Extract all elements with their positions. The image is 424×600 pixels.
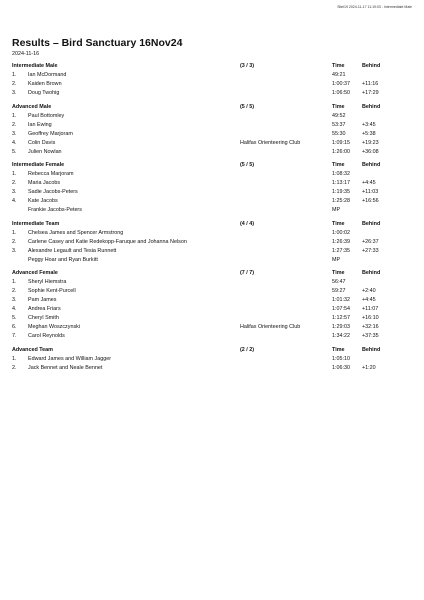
behind-column-header: Behind — [362, 270, 381, 276]
result-position: 2. — [12, 288, 17, 294]
result-row — [12, 287, 387, 296]
result-time: 56:47 — [332, 279, 346, 285]
category-section — [12, 161, 387, 215]
category-count: (3 / 3) — [240, 63, 255, 69]
category-section — [12, 103, 387, 157]
result-position: 3. — [12, 297, 17, 303]
time-column-header: Time — [332, 270, 345, 276]
competitor-club: Halifax Orienteering Club — [240, 139, 301, 146]
competitor-name: Cheryl Smith — [28, 315, 59, 321]
result-time: 1:07:54 — [332, 306, 350, 312]
category-section — [12, 346, 387, 373]
category-count: (5 / 5) — [240, 103, 255, 110]
competitor-name: Alexandre Legault and Tesia Runnett — [28, 247, 117, 254]
result-time: 49:21 — [332, 72, 346, 78]
competitor-name: Ian Ewing — [28, 121, 52, 128]
result-row — [12, 364, 387, 373]
result-position: 3. — [12, 189, 17, 195]
category-count: (7 / 7) — [240, 270, 255, 276]
competitor-name: Colin Davis — [28, 139, 56, 146]
time-behind: +11:03 — [362, 189, 379, 195]
time-behind: +36:08 — [362, 148, 379, 155]
result-row — [12, 314, 387, 323]
result-row — [12, 148, 387, 157]
competitor-name: Sheryl Hiemstra — [28, 279, 67, 285]
competitor-name: Pam James — [28, 297, 57, 303]
result-time: 1:00:02 — [332, 229, 350, 236]
competitor-name: Ian McDormand — [28, 72, 67, 78]
result-position: 1. — [12, 279, 17, 285]
result-position: 2. — [12, 121, 17, 128]
event-date: 2024-11-16 — [12, 51, 40, 57]
competitor-name: Frankie Jacobs-Peters — [28, 207, 82, 213]
time-behind: +4:45 — [362, 297, 376, 303]
behind-column-header: Behind — [362, 346, 381, 353]
result-time: 1:13:17 — [332, 180, 350, 186]
time-behind: +11:07 — [362, 306, 379, 312]
result-position: 1. — [12, 112, 17, 119]
result-position: 3. — [12, 90, 17, 96]
time-column-header: Time — [332, 103, 345, 110]
category-count: (5 / 5) — [240, 162, 255, 168]
result-time: MP — [332, 256, 341, 263]
result-position: 2. — [12, 238, 17, 245]
competitor-name: Geoffrey Marjoram — [28, 130, 73, 137]
competitor-name: Edward James and William Jagger — [28, 355, 111, 362]
result-time: 1:25:28 — [332, 198, 350, 204]
competitor-name: Carol Reynolds — [28, 333, 65, 339]
result-row — [12, 247, 387, 256]
time-behind: +27:33 — [362, 247, 379, 254]
result-position: 3. — [12, 247, 17, 254]
time-behind: +2:40 — [362, 288, 376, 294]
result-time: 59:27 — [332, 288, 346, 294]
result-time: 55:30 — [332, 130, 346, 137]
result-time: 1:00:37 — [332, 81, 350, 87]
result-row — [12, 229, 387, 238]
time-behind: +37:35 — [362, 333, 379, 339]
result-row — [12, 139, 387, 148]
page-header-text: Sitel19 2024-11-17 11:19:03 - Intermediate Male — [337, 5, 412, 9]
category-name: Advanced Team — [12, 346, 53, 353]
result-row — [12, 206, 387, 215]
time-behind: +17:29 — [362, 90, 379, 96]
result-row — [12, 179, 387, 188]
result-row — [12, 278, 387, 287]
category-header — [12, 161, 387, 170]
behind-column-header: Behind — [362, 162, 381, 168]
result-time: 1:19:35 — [332, 189, 350, 195]
time-behind: +16:10 — [362, 315, 379, 321]
category-header — [12, 220, 387, 229]
category-name: Intermediate Male — [12, 63, 58, 69]
result-row — [12, 89, 387, 98]
time-column-header: Time — [332, 346, 345, 353]
competitor-name: Sadie Jacobs-Peters — [28, 189, 78, 195]
result-position: 1. — [12, 229, 17, 236]
behind-column-header: Behind — [362, 63, 381, 69]
category-name: Advanced Female — [12, 270, 58, 276]
category-header — [12, 103, 387, 112]
time-behind: +32:16 — [362, 324, 379, 330]
result-time: 1:06:30 — [332, 364, 350, 371]
category-section — [12, 62, 387, 98]
competitor-name: Andrea Friars — [28, 306, 61, 312]
result-row — [12, 130, 387, 139]
result-row — [12, 71, 387, 80]
result-time: 1:26:00 — [332, 148, 350, 155]
result-row — [12, 112, 387, 121]
page-title: Results – Bird Sanctuary 16Nov24 — [12, 37, 183, 49]
result-time: 53:37 — [332, 121, 346, 128]
result-time: 1:08:32 — [332, 171, 350, 177]
time-behind: +1:20 — [362, 364, 376, 371]
time-behind: +3:45 — [362, 121, 376, 128]
category-name: Intermediate Female — [12, 162, 65, 168]
result-row — [12, 170, 387, 179]
category-count: (2 / 2) — [240, 346, 255, 353]
result-row — [12, 305, 387, 314]
result-position: 6. — [12, 324, 17, 330]
result-position: 5. — [12, 315, 17, 321]
competitor-name: Doug Twohig — [28, 90, 60, 96]
result-row — [12, 323, 387, 332]
result-position: 2. — [12, 180, 17, 186]
result-time: 1:01:32 — [332, 297, 350, 303]
result-row — [12, 355, 387, 364]
competitor-name: Rebecca Marjoram — [28, 171, 74, 177]
result-position: 3. — [12, 130, 17, 137]
category-header — [12, 346, 387, 355]
time-behind: +16:56 — [362, 198, 379, 204]
result-row — [12, 197, 387, 206]
time-column-header: Time — [332, 63, 345, 69]
category-header — [12, 62, 387, 71]
result-position: 2. — [12, 81, 17, 87]
time-behind: +11:16 — [362, 81, 379, 87]
time-behind: +26:37 — [362, 238, 379, 245]
result-position: 2. — [12, 364, 17, 371]
category-section — [12, 220, 387, 265]
time-behind: +4:45 — [362, 180, 376, 186]
result-time: 1:29:03 — [332, 324, 350, 330]
result-position: 1. — [12, 72, 17, 78]
category-section — [12, 269, 387, 341]
result-time: 1:12:57 — [332, 315, 350, 321]
result-time: 1:27:35 — [332, 247, 350, 254]
result-row — [12, 256, 387, 265]
category-header — [12, 269, 387, 278]
competitor-name: Sophie Kent-Purcell — [28, 288, 76, 294]
result-position: 7. — [12, 333, 17, 339]
result-row — [12, 238, 387, 247]
result-time: 1:05:10 — [332, 355, 350, 362]
competitor-name: Kate Jacobs — [28, 198, 58, 204]
time-behind: +5:38 — [362, 130, 376, 137]
time-behind: +19:23 — [362, 139, 379, 146]
result-position: 4. — [12, 139, 17, 146]
results-list — [12, 62, 387, 377]
competitor-name: Peggy Hoar and Ryan Burkitt — [28, 256, 98, 263]
competitor-name: Paul Bottomley — [28, 112, 65, 119]
result-row — [12, 332, 387, 341]
category-name: Advanced Male — [12, 103, 52, 110]
competitor-name: Maria Jacobs — [28, 180, 61, 186]
competitor-name: Meghan Woszczynski — [28, 324, 81, 330]
behind-column-header: Behind — [362, 103, 381, 110]
result-time: 1:09:15 — [332, 139, 350, 146]
competitor-name: Julien Nowlan — [28, 148, 62, 155]
result-position: 1. — [12, 355, 17, 362]
result-row — [12, 188, 387, 197]
competitor-name: Jack Bennet and Neale Bennet — [28, 364, 103, 371]
result-time: 1:34:22 — [332, 333, 350, 339]
time-column-header: Time — [332, 162, 345, 168]
competitor-club: Halifax Orienteering Club — [240, 324, 301, 330]
result-position: 4. — [12, 306, 17, 312]
result-time: 1:26:39 — [332, 238, 350, 245]
competitor-name: Kaiden Brown — [28, 81, 62, 87]
result-position: 5. — [12, 148, 17, 155]
competitor-name: Chelsea James and Spencer Armstrong — [28, 229, 124, 236]
competitor-name: Carlene Casey and Katie Redekopp-Faruque and Johanna Nelson — [28, 238, 187, 245]
result-row — [12, 80, 387, 89]
category-name: Intermediate Team — [12, 220, 60, 227]
result-row — [12, 296, 387, 305]
result-row — [12, 121, 387, 130]
result-position: 1. — [12, 171, 17, 177]
time-column-header: Time — [332, 220, 345, 227]
result-time: MP — [332, 207, 341, 213]
category-count: (4 / 4) — [240, 220, 255, 227]
result-time: 49:52 — [332, 112, 346, 119]
result-position: 4. — [12, 198, 17, 204]
behind-column-header: Behind — [362, 220, 381, 227]
result-time: 1:06:50 — [332, 90, 350, 96]
